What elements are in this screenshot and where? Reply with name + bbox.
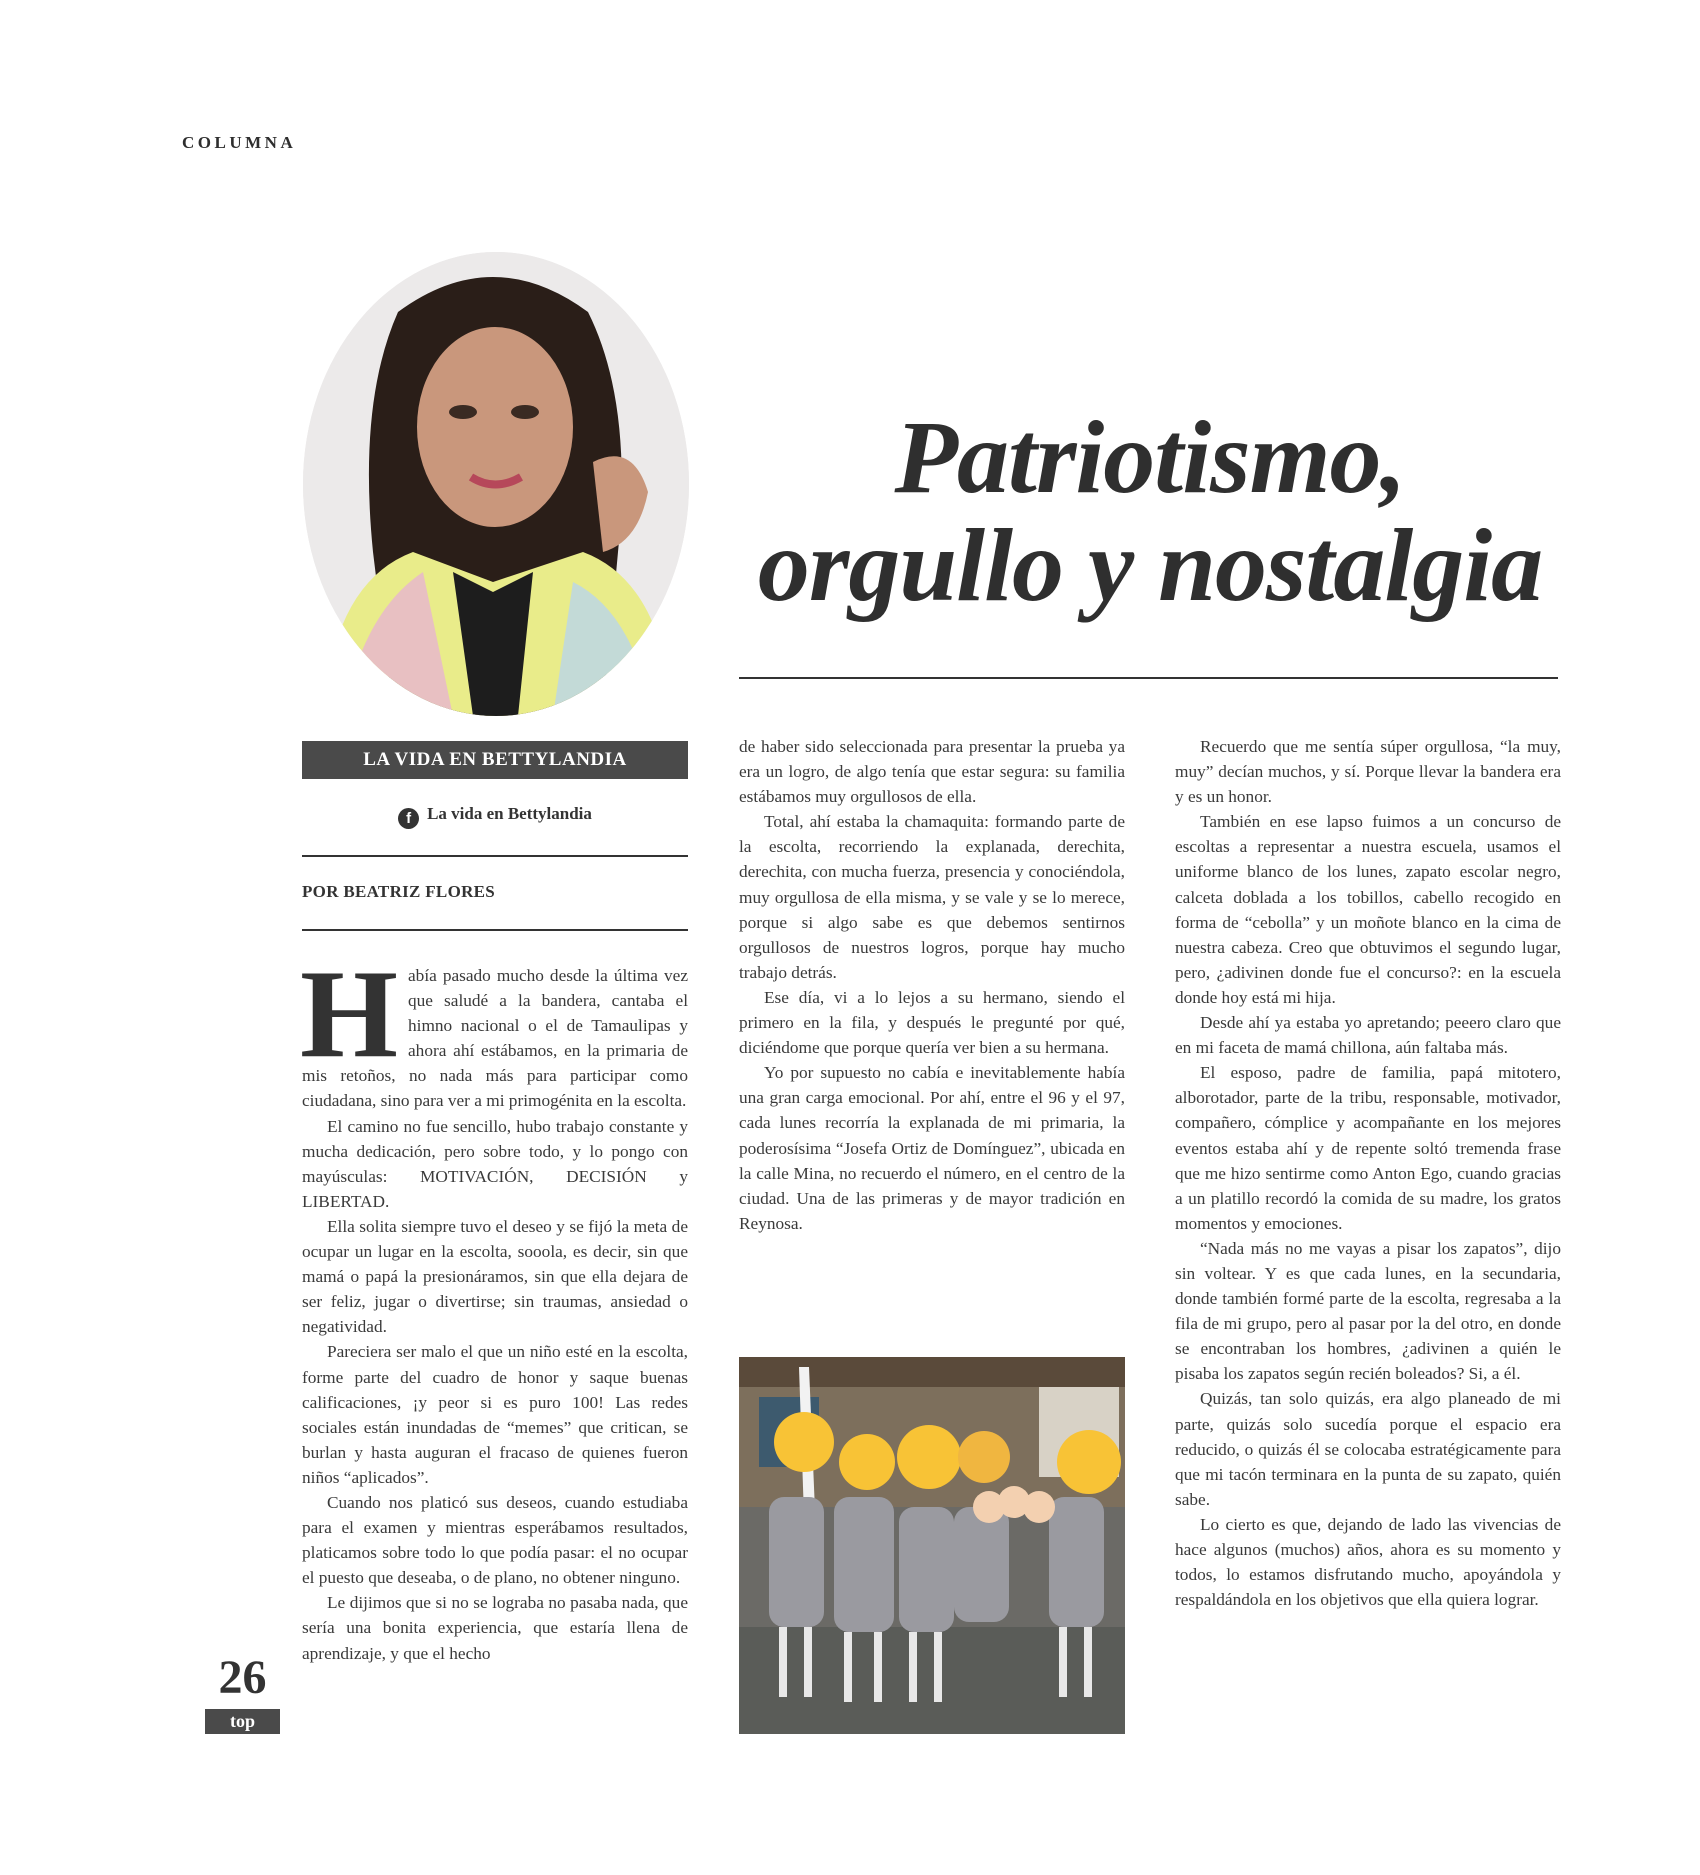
paragraph: [300, 945, 688, 1114]
article-column-3: [1175, 734, 1561, 1612]
paragraph: Desde ahí ya estaba yo apretando; peeero claro que en mi faceta de mamá chillona, aún faltaba más.: [1175, 1013, 1561, 1058]
paragraph: Lo cierto es que, dejando de lado las vivencias de hace algunos (muchos) años, ahora es su momento y todos, lo estamos disfrutando mucho, apoyándola y respaldándola en los objetivos que ella quiera lograr.: [1175, 1514, 1561, 1610]
byline-divider-bottom: [302, 929, 688, 931]
byline-divider-top: [302, 855, 688, 857]
facebook-icon: f: [398, 808, 419, 829]
paragraph: Cuando nos platicó sus deseos, cuando estudiaba para el examen y mientras esperábamos resultados, platicamos sobre todo lo que podía pasar: el no ocupar el puesto que deseaba, o de plano, no obtener ninguno.: [302, 1492, 688, 1588]
article-column-1: [300, 945, 688, 1666]
paragraph: Ese día, vi a lo lejos a su hermano, siendo el primero en la fila, y después le pregunté por qué, diciéndome que porque quería ver bien a su hermana.: [739, 987, 1125, 1058]
paragraph: Yo por supuesto no cabía e inevitablemente había una gran carga emocional. Por ahí, entre el 96 y el 97, cada lunes recorría la explanada de mi primaria, la poderosísima “Josefa Ortiz de Domínguez”, ubicada en la calle Mina, no recuerdo el número, en el centro de la ciudad. Una de las primeras y de mayor tradición en Reynosa.: [739, 1063, 1125, 1233]
page-number: 26: [218, 1651, 267, 1704]
paragraph-text: abía pasado mucho desde la última vez que saludé a la bandera, cantaba el himno nacional o el de Tamaulipas y ahora ahí estábamos, en la primaria de mis retoños, no nada más para participar como ciudadana, sino para ver a mi primogénita en la escolta.: [302, 966, 688, 1111]
paragraph: El camino no fue sencillo, hubo trabajo constante y mucha dedicación, pero sobre todo, y lo pongo con mayúsculas: MOTIVACIÓN, DECISIÓN y LIBERTAD.: [302, 1116, 688, 1211]
paragraph: Le dijimos que si no se lograba no pasaba nada, que sería una bonita experiencia, que estaría llena de aprendizaje, y que el hecho: [302, 1593, 688, 1663]
author-portrait: [303, 252, 689, 716]
section-label: COLUMNA: [182, 133, 297, 152]
paragraph: Total, ahí estaba la chamaquita: formando parte de la escolta, recorriendo la explanada, derechita, derechita, con mucha fuerza, presencia y conociéndola, muy orgullosa de ella misma, y se vale y se lo merece, porque si algo sabe es que debemos sentirnos orgullosos de nuestros logros, porque hay mucho trabajo detrás.: [739, 812, 1125, 982]
title-line-2: orgullo y nostalgia: [757, 508, 1543, 623]
byline: POR BEATRIZ FLORES: [302, 882, 496, 901]
paragraph: Ella solita siempre tuvo el deseo y se fijó la meta de ocupar un lugar en la escolta, sooola, es decir, sin que mamá o papá la presionáramos, sin que ella dejara de ser feliz, jugar o divertirse; sin traumas, ansiedad o negatividad.: [302, 1216, 688, 1337]
paragraph: Quizás, tan solo quizás, era algo planeado de mi parte, quizás solo sucedía porque el espacio era reducido, o quizás él se colocaba estratégicamente para que mi tacón terminara en la punta de su zapato, quién sabe.: [1175, 1389, 1561, 1509]
blog-name-banner: LA VIDA EN BETTYLANDIA: [302, 741, 688, 779]
title-line-1: Patriotismo,: [894, 400, 1406, 515]
facebook-link[interactable]: [302, 804, 688, 829]
title-divider: [739, 677, 1558, 679]
article-title: [730, 400, 1570, 623]
facebook-page-name: La vida en Bettylandia: [427, 804, 592, 823]
paragraph: Pareciera ser malo el que un niño esté en la escolta, forme parte del cuadro de honor y saque buenas calificaciones, ¡y peor si es puro 100! Las redes sociales están inundadas de “memes” que critican, se burlan y hasta auguran el fracaso de quienes fueron niños “aplicados”.: [302, 1342, 688, 1487]
paragraph: También en ese lapso fuimos a un concurso de escoltas a representar a nuestra escuela, usamos el uniforme blanco de los lunes, zapato escolar negro, calceta doblada a los tobillos, cabello recogido en forma de “cebolla” y un moñote blanco en la cima de nuestra cabeza. Creo que obtuvimos el segundo lugar, pero, ¿adivinen donde fue el concurso?: en la escuela donde hoy está mi hija.: [1175, 812, 1561, 1007]
drop-cap: H: [300, 945, 399, 1084]
article-column-2: [739, 734, 1125, 1236]
magazine-tag: top: [205, 1709, 280, 1734]
escolta-photo: [739, 1357, 1125, 1734]
paragraph: Recuerdo que me sentía súper orgullosa, “la muy, muy” decían muchos, y sí. Porque llevar la bandera era y es un honor.: [1175, 737, 1561, 807]
paragraph: “Nada más no me vayas a pisar los zapatos”, dijo sin voltear. Y es que cada lunes, en la secundaria, donde también formé parte de la escolta, regresaba a la fila de mi grupo, pero al pasar por la del otro, en donde se encontraban los hombres, ¿adivinen a quién le pisaba los zapatos según recién boleados? Si, a él.: [1175, 1238, 1561, 1384]
paragraph: El esposo, padre de familia, papá mitotero, alborotador, parte de la tribu, responsable, motivador, compañero, cómplice y acompañante en los mejores eventos estaba ahí y de repente soltó tremenda frase que me hizo sentirme como Anton Ego, cuando gracias a un platillo recordó la comida de su madre, los gratos momentos y emociones.: [1175, 1063, 1561, 1233]
paragraph: de haber sido seleccionada para presentar la prueba ya era un logro, de algo tenía que estar segura: su familia estábamos muy orgullosos de ella.: [739, 737, 1125, 807]
